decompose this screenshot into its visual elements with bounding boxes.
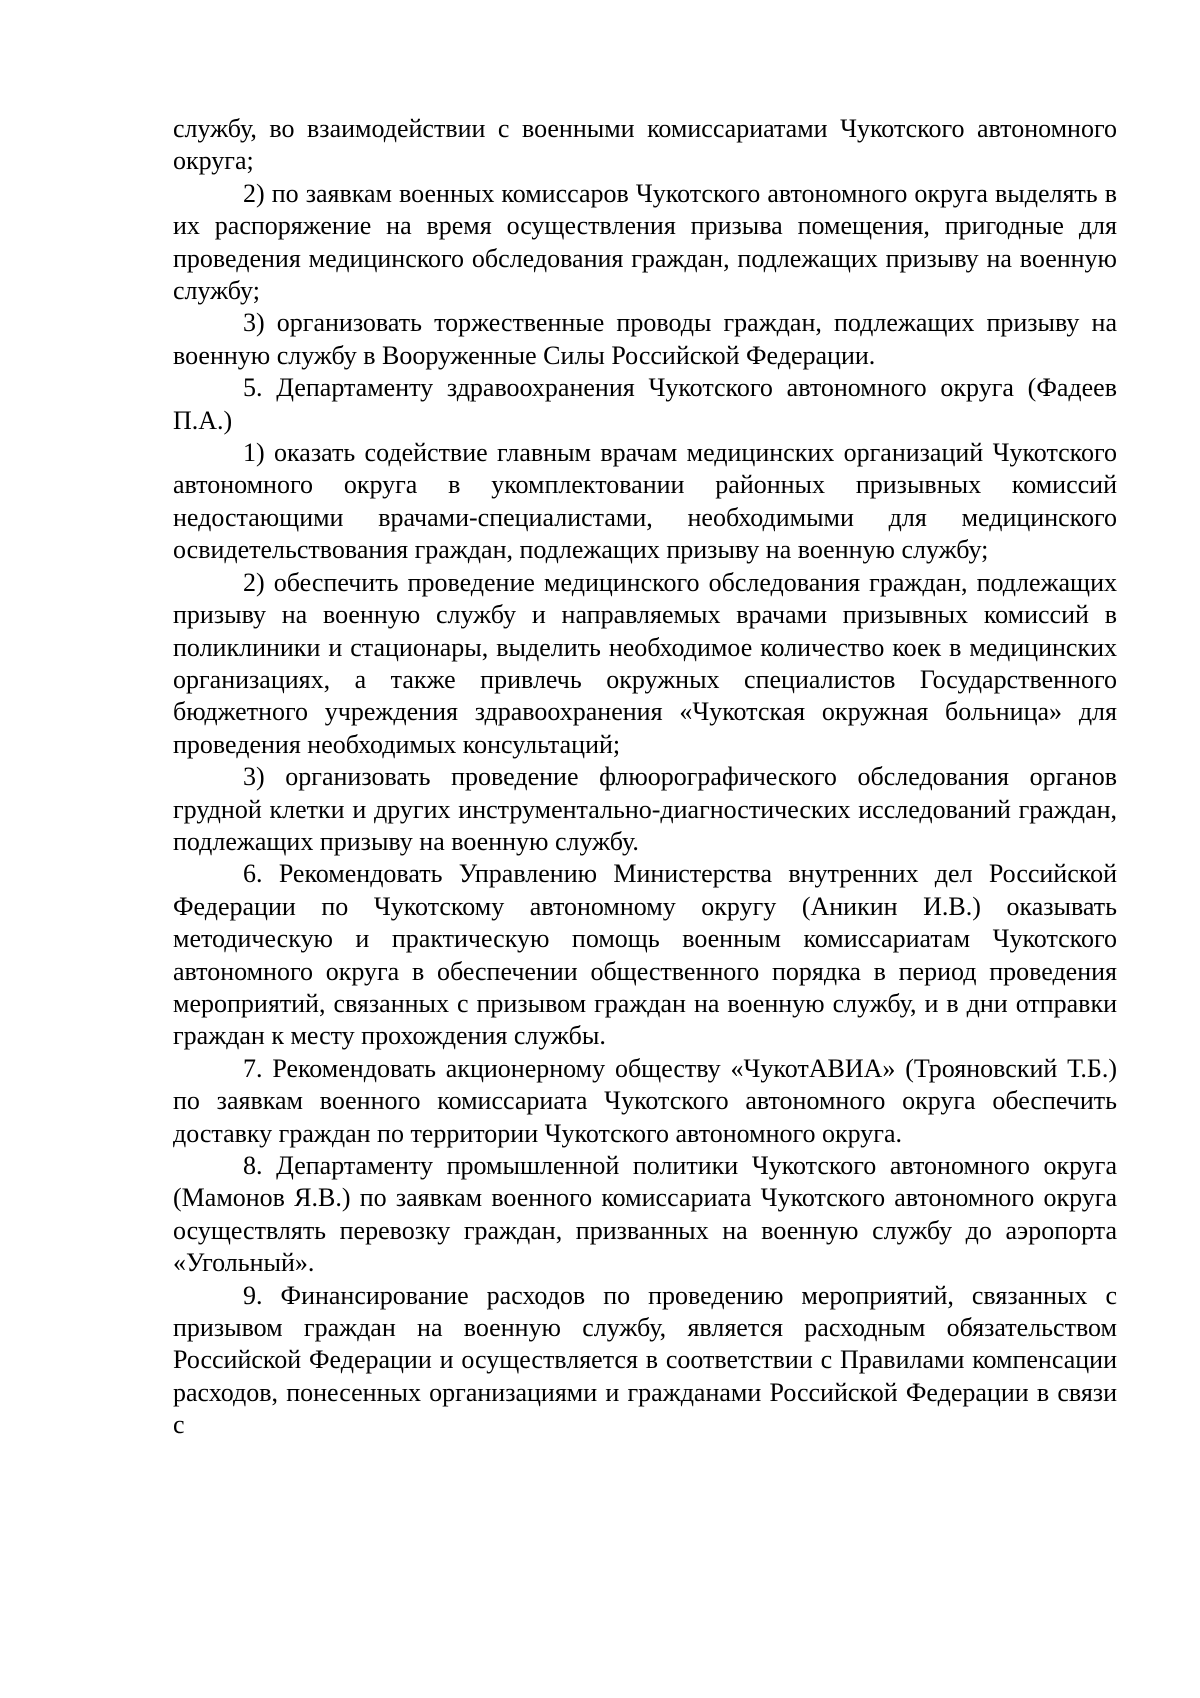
document-body: [173, 113, 1117, 1442]
paragraph-7: 7. Рекомендовать акционерному обществу «ЧукотАВИА» (Трояновский Т.Б.) по заявкам военного комиссариата Чукотского автономного округа обеспечить доставку граждан по территории Чукотского автономного округа.: [173, 1053, 1117, 1148]
paragraph-9: 9. Финансирование расходов по проведению мероприятий, связанных с призывом граждан на военную службу, является расходным обязательством Российской Федерации и осуществляется в соответствии с Правилами компенсации расходов, понесенных организациями и гражданами Российской Федерации в связи с: [173, 1280, 1117, 1440]
paragraph-5-3: 3) организовать проведение флюорографического обследования органов грудной клетки и других инструментально-диагностических исследований граждан, подлежащих призыву на военную службу.: [173, 762, 1117, 856]
paragraph-continuation: службу, во взаимодействии с военными комиссариатами Чукотского автономного округа;: [173, 114, 1117, 176]
paragraph-5-1: 1) оказать содействие главным врачам медицинских организаций Чукотского автономного округа в укомплектовании районных призывных комиссий недостающими врачами-специалистами, необходимыми для медицинского освидетельствования граждан, подлежащих призыву на военную службу;: [173, 438, 1117, 565]
paragraph-8: 8. Департаменту промышленной политики Чукотского автономного округа (Мамонов Я.В.) по заявкам военного комиссариата Чукотского автономного округа осуществлять перевозку граждан, призванных на военную службу до аэропорта «Угольный».: [173, 1151, 1117, 1278]
paragraph-5: 5. Департаменту здравоохранения Чукотского автономного округа (Фадеев П.А.): [173, 373, 1117, 435]
paragraph-4-2: 2) по заявкам военных комиссаров Чукотского автономного округа выделять в их распоряжение на время осуществления призыва помещения, пригодные для проведения медицинского обследования граждан, подлежащих призыву на военную службу;: [173, 178, 1117, 306]
paragraph-6: 6. Рекомендовать Управлению Министерства внутренних дел Российской Федерации по Чукотскому автономному округу (Аникин И.В.) оказывать методическую и практическую помощь военным комиссариатам Чукотского автономного округа в обеспечении общественного порядка в период проведения мероприятий, связанных с призывом граждан на военную службу, и в дни отправки граждан к месту прохождения службы.: [173, 859, 1117, 1051]
paragraph-4-3: 3) организовать торжественные проводы граждан, подлежащих призыву на военную службу в Вооруженные Силы Российской Федерации.: [173, 308, 1117, 370]
paragraph-5-2: 2) обеспечить проведение медицинского обследования граждан, подлежащих призыву на военную службу и направляемых врачами призывных комиссий в поликлиники и стационары, выделить необходимое количество коек в медицинских организациях, а также привлечь окружных специалистов Государственного бюджетного учреждения здравоохранения «Чукотская окружная больница» для проведения необходимых консультаций;: [173, 567, 1117, 759]
